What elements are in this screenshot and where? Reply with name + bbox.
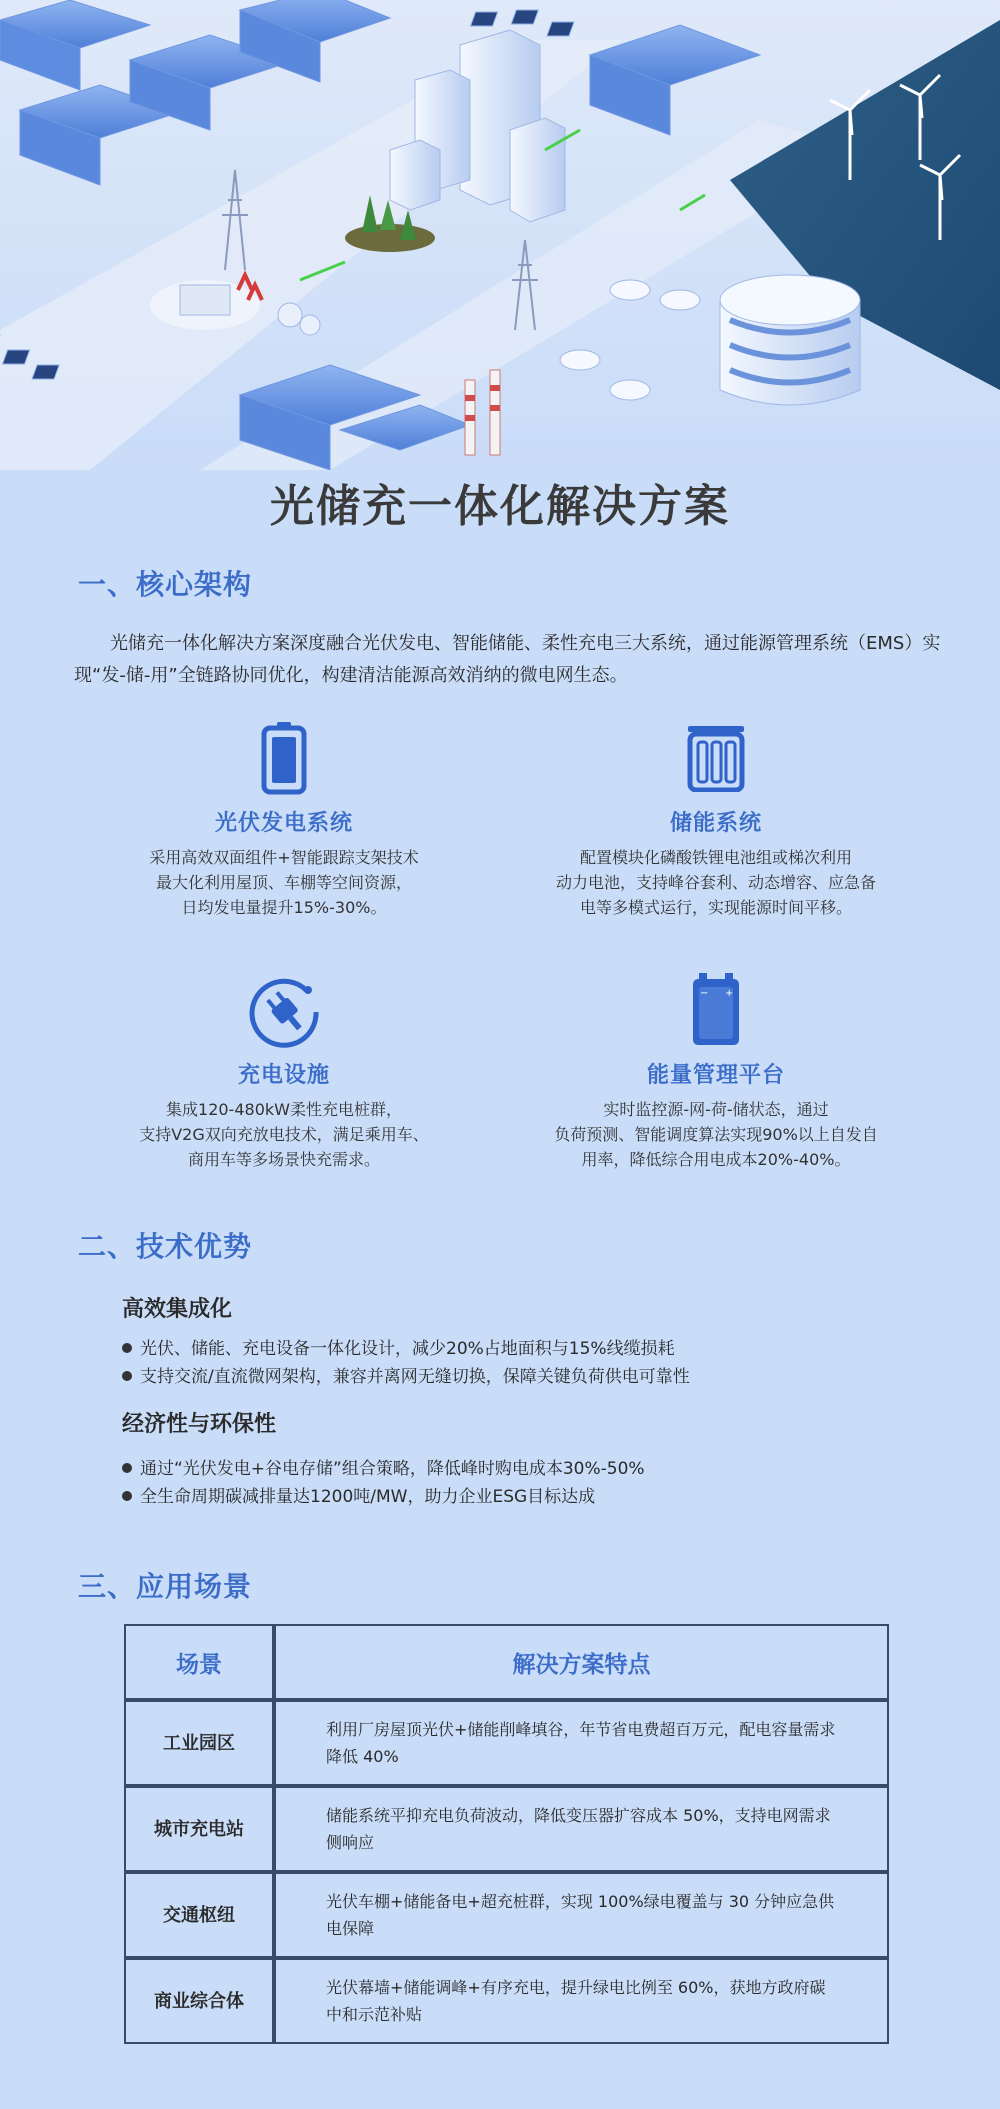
section-heading-core: 一、核心架构 <box>78 568 253 601</box>
feature-title: 充电设施 <box>237 1063 330 1088</box>
page-title: 光储充一体化解决方案 <box>270 481 730 532</box>
smart-energy-city-illustration <box>0 0 1000 470</box>
description-cell: 光伏车棚+储能备电+超充桩群，实现 100%绿电覆盖与 30 分钟应急供电保障 <box>274 1872 889 1958</box>
table-row <box>124 1872 889 1958</box>
feature-energy-platform <box>516 970 916 1172</box>
description-cell: 储能系统平抑充电负荷波动，降低变压器扩容成本 50%，支持电网需求侧响应 <box>274 1786 889 1872</box>
feature-title: 储能系统 <box>669 811 762 836</box>
bullet-dot-icon <box>122 1491 132 1501</box>
section-heading-advantages: 二、技术优势 <box>78 1230 253 1263</box>
core-intro-paragraph: 光储充一体化解决方案深度融合光伏发电、智能储能、柔性充电三大系统，通过能源管理系统（EMS）实现“发-储-用”全链路协同优化，构建清洁能源高效消纳的微电网生态。 <box>74 633 941 686</box>
hero-illustration <box>0 0 1000 470</box>
description-cell: 利用厂房屋顶光伏+储能削峰填谷，年节省电费超百万元，配电容量需求降低 40% <box>274 1700 889 1786</box>
feature-description: 配置模块化磷酸铁锂电池组或梯次利用 动力电池，支持峰谷套利、动态增容、应急备 电等多模式运行，实现能源时间平移。 <box>555 848 876 917</box>
table-row <box>124 1700 889 1786</box>
column-header: 解决方案特点 <box>274 1624 889 1700</box>
feature-charging-facility <box>84 970 484 1172</box>
description-cell: 光伏幕墙+储能调峰+有序充电，提升绿电比例至 60%，获地方政府碳中和示范补贴 <box>274 1958 889 2044</box>
table-row <box>124 1958 889 2044</box>
column-header: 场景 <box>124 1624 274 1700</box>
bullet-dot-icon <box>122 1463 132 1473</box>
section-heading-scenarios: 三、应用场景 <box>78 1570 253 1603</box>
scene-cell: 城市充电站 <box>124 1786 274 1872</box>
table-header-row <box>124 1624 889 1700</box>
feature-pv-system <box>84 718 484 920</box>
svg-text:−: − <box>700 988 709 999</box>
battery-icon <box>84 718 484 798</box>
bullet-item: 支持交流/直流微网架构，兼容并离网无缝切换，保障关键负荷供电可靠性 <box>122 1362 690 1387</box>
advantage-group-title: 高效集成化 <box>122 1297 233 1322</box>
scenario-table <box>124 1624 889 2044</box>
battery-pack-icon <box>516 970 916 1050</box>
storage-cells-icon <box>516 718 916 798</box>
feature-title: 能量管理平台 <box>646 1063 785 1088</box>
feature-description: 采用高效双面组件+智能跟踪支架技术 最大化利用屋顶、车棚等空间资源， 日均发电量提升15%-30%。 <box>149 848 419 917</box>
advantage-group-title: 经济性与环保性 <box>122 1412 277 1437</box>
charging-plug-icon <box>84 970 484 1050</box>
table-row <box>124 1786 889 1872</box>
scene-cell: 工业园区 <box>124 1700 274 1786</box>
feature-description: 实时监控源-网-荷-储状态，通过 负荷预测、智能调度算法实现90%以上自发自 用率，降低综合用电成本20%-40%。 <box>554 1100 878 1169</box>
feature-storage-system <box>516 718 916 920</box>
feature-title: 光伏发电系统 <box>214 811 353 836</box>
bullet-item: 全生命周期碳减排量达1200吨/MW，助力企业ESG目标达成 <box>122 1482 595 1507</box>
svg-text:+: + <box>725 988 734 999</box>
bullet-dot-icon <box>122 1371 132 1381</box>
bullet-item: 通过“光伏发电+谷电存储”组合策略，降低峰时购电成本30%-50% <box>122 1454 645 1479</box>
feature-description: 集成120-480kW柔性充电桩群， 支持V2G双向充放电技术，满足乘用车、 商用车等多场景快充需求。 <box>139 1100 429 1169</box>
bullet-dot-icon <box>122 1343 132 1353</box>
scene-cell: 交通枢纽 <box>124 1872 274 1958</box>
scene-cell: 商业综合体 <box>124 1958 274 2044</box>
bullet-item: 光伏、储能、充电设备一体化设计，减少20%占地面积与15%线缆损耗 <box>122 1334 675 1359</box>
